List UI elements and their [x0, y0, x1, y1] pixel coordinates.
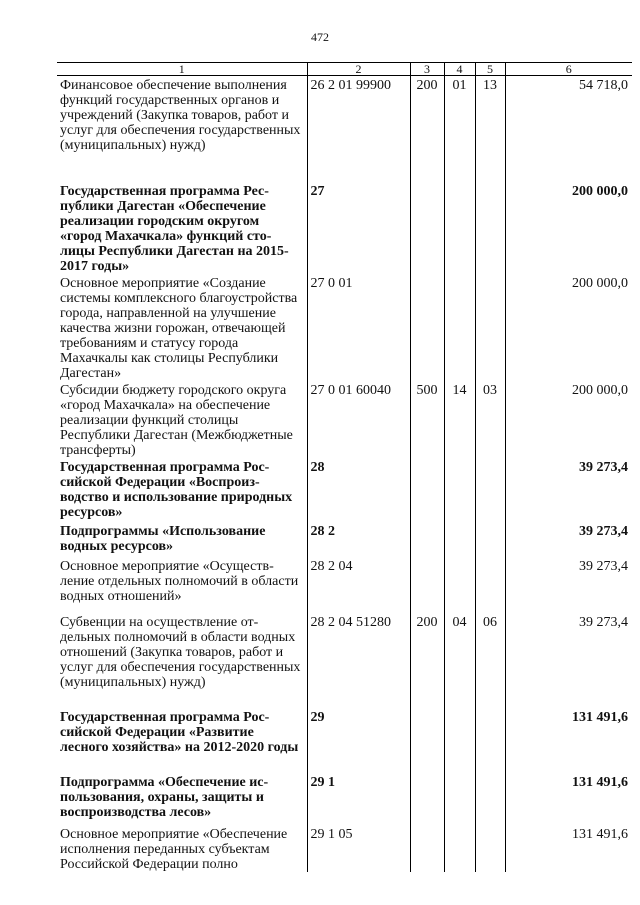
row-code: 27 [307, 182, 410, 274]
row-amount: 200 000,0 [505, 274, 632, 381]
row-amount: 131 491,6 [505, 708, 632, 773]
budget-table [57, 62, 632, 872]
row-rz [444, 825, 475, 872]
row-pr [475, 182, 505, 274]
row-name: Основное мероприятие «Обеспечение исполнения переданных субъектам Российской Федерации полно [60, 826, 288, 872]
row-pr [475, 458, 505, 522]
row-rz: 14 [444, 381, 475, 458]
row-rz [444, 557, 475, 613]
row-code: 28 [307, 458, 410, 522]
row-amount: 131 491,6 [505, 773, 632, 825]
column-header-amount: 6 [505, 63, 632, 76]
table-row [57, 613, 632, 708]
column-header-rz: 4 [444, 63, 475, 76]
row-name: Подпрограммы «Использование водных ресурсов» [60, 523, 266, 554]
row-rz [444, 773, 475, 825]
row-vr [410, 458, 444, 522]
row-code: 26 2 01 99900 [307, 76, 410, 182]
row-pr: 13 [475, 76, 505, 182]
row-code: 27 0 01 [307, 274, 410, 381]
row-pr [475, 522, 505, 557]
row-pr [475, 708, 505, 773]
table-row [57, 557, 632, 613]
row-rz [444, 708, 475, 773]
column-header-code: 2 [307, 63, 410, 76]
column-header-name: 1 [57, 63, 307, 76]
row-code: 28 2 04 51280 [307, 613, 410, 708]
row-pr: 06 [475, 613, 505, 708]
table-row [57, 522, 632, 557]
table-row [57, 825, 632, 872]
table-row [57, 458, 632, 522]
row-name: Основное мероприятие «Создание системы комплексного благоустройства города, направленной на улучшение качества жизни горожан, отвечающей требованиям и статусу города Махачкалы как столицы Республики Дагестан» [60, 275, 298, 381]
row-vr: 500 [410, 381, 444, 458]
column-header-vr: 3 [410, 63, 444, 76]
row-rz [444, 182, 475, 274]
row-pr [475, 773, 505, 825]
row-rz: 01 [444, 76, 475, 182]
row-amount: 39 273,4 [505, 458, 632, 522]
row-name: Государственная программа Российской Федерации «Воспроизводство и использование природных ресурсов» [60, 459, 293, 520]
row-name: Субсидии бюджету городского округа «город Махачкала» на обеспечение реализации функций столицы Республики Дагестан (Межбюджетные трансферты) [60, 382, 293, 458]
row-amount: 39 273,4 [505, 522, 632, 557]
row-vr [410, 708, 444, 773]
table-row [57, 76, 632, 182]
row-code: 29 [307, 708, 410, 773]
row-vr [410, 557, 444, 613]
row-rz: 04 [444, 613, 475, 708]
table-row [57, 708, 632, 773]
row-code: 29 1 [307, 773, 410, 825]
row-code: 28 2 [307, 522, 410, 557]
row-pr [475, 825, 505, 872]
row-amount: 54 718,0 [505, 76, 632, 182]
table-row [57, 773, 632, 825]
row-pr: 03 [475, 381, 505, 458]
row-code: 28 2 04 [307, 557, 410, 613]
table-row [57, 274, 632, 381]
table-row [57, 182, 632, 274]
row-vr [410, 182, 444, 274]
row-name: Финансовое обеспечение выполнения функций государственных органов и учреждений (Закупка товаров, работ и услуг для обеспечения государственных (муниципальных) нужд) [60, 78, 301, 153]
row-vr [410, 522, 444, 557]
row-name: Подпрограмма «Обеспечение использования, охраны, защиты и воспроизводства лесов» [60, 774, 269, 820]
table-row [57, 381, 632, 458]
row-code: 27 0 01 60040 [307, 381, 410, 458]
row-amount: 131 491,6 [505, 825, 632, 872]
row-rz [444, 522, 475, 557]
row-amount: 200 000,0 [505, 182, 632, 274]
row-rz [444, 458, 475, 522]
row-pr [475, 274, 505, 381]
row-pr [475, 557, 505, 613]
row-code: 29 1 05 [307, 825, 410, 872]
row-amount: 200 000,0 [505, 381, 632, 458]
row-vr: 200 [410, 613, 444, 708]
row-name: Государственная программа Российской Федерации «Развитие лесного хозяйства» на 2012-2020 годы [60, 709, 299, 755]
row-vr [410, 274, 444, 381]
row-name: Субвенции на осуществление отдельных полномочий в области водных отношений (Закупка товаров, работ и услуг для обеспечения государственных (муниципальных) нужд) [60, 614, 301, 690]
header-row [57, 63, 632, 76]
row-amount: 39 273,4 [505, 557, 632, 613]
column-header-pr: 5 [475, 63, 505, 76]
row-rz [444, 274, 475, 381]
row-vr: 200 [410, 76, 444, 182]
page-number: 472 [311, 30, 329, 44]
row-amount: 39 273,4 [505, 613, 632, 708]
row-vr [410, 773, 444, 825]
row-name: Основное мероприятие «Осуществление отдельных полномочий в области водных отношений» [60, 558, 299, 604]
row-vr [410, 825, 444, 872]
row-name: Государственная программа Республики Дагестан «Обеспечение реализации городским округом «город Махачкала» функций столицы Республики Дагестан на 2015-2017 годы» [60, 183, 289, 274]
